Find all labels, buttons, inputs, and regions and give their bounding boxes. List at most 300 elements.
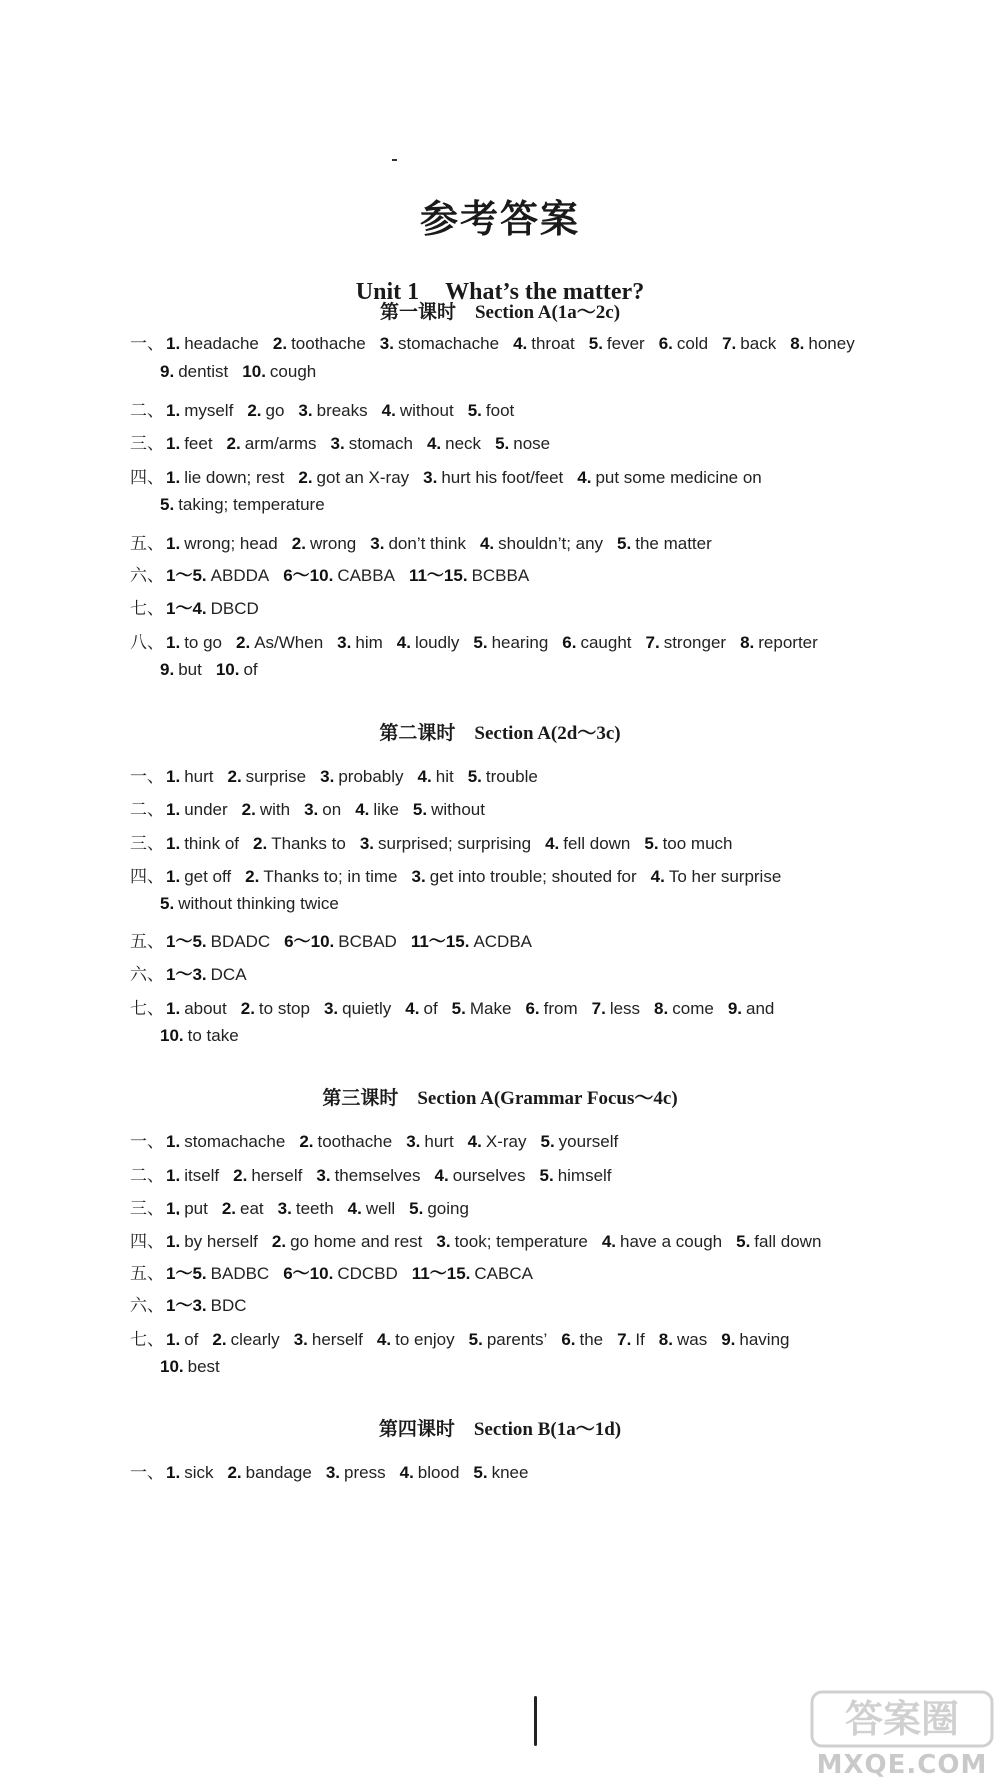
answer-line bbox=[160, 660, 272, 680]
answer-item bbox=[736, 1232, 835, 1251]
question-group-number: 六、 bbox=[130, 1296, 164, 1315]
answer-text: too much bbox=[662, 834, 733, 853]
answer-item bbox=[166, 468, 298, 487]
answer-item bbox=[400, 1463, 474, 1482]
answer-number: 2. bbox=[240, 999, 255, 1018]
answer-text: without thinking twice bbox=[178, 894, 339, 913]
answer-item bbox=[540, 1132, 632, 1151]
answer-item bbox=[212, 1330, 293, 1349]
answer-text: to go bbox=[184, 633, 222, 652]
answer-item bbox=[423, 468, 577, 487]
answer-item bbox=[617, 534, 726, 553]
question-group-number: 八、 bbox=[130, 633, 164, 652]
answer-text: the matter bbox=[635, 534, 712, 553]
answer-text: hearing bbox=[491, 633, 549, 652]
watermark-domain: MXQE.COM bbox=[816, 1750, 988, 1780]
answer-number: 4. bbox=[434, 1166, 449, 1185]
answer-number: 5. bbox=[468, 1330, 483, 1349]
answer-text: myself bbox=[184, 401, 234, 420]
question-group-number: 二、 bbox=[130, 1166, 164, 1185]
answer-number: 1. bbox=[166, 800, 181, 819]
answer-text: was bbox=[676, 1330, 708, 1349]
answer-text: To her surprise bbox=[668, 867, 782, 886]
answer-text: breaks bbox=[316, 401, 368, 420]
answer-number: 4. bbox=[396, 633, 411, 652]
answer-item bbox=[166, 633, 236, 652]
answer-line bbox=[130, 396, 528, 421]
answer-item bbox=[166, 1264, 283, 1283]
answer-item bbox=[659, 334, 722, 353]
answer-number: 8. bbox=[658, 1330, 673, 1349]
answer-text: CABCA bbox=[474, 1264, 533, 1283]
answer-number: 3. bbox=[330, 434, 345, 453]
answer-number: 4. bbox=[376, 1330, 392, 1349]
answer-number: 3. bbox=[325, 1463, 341, 1482]
answer-number: 4. bbox=[577, 468, 592, 487]
answer-item bbox=[722, 334, 790, 353]
answer-text: ourselves bbox=[452, 1166, 526, 1185]
question-group-number: 一、 bbox=[130, 767, 164, 786]
answer-number: 2. bbox=[236, 633, 251, 652]
answer-text: taking; temperature bbox=[178, 495, 325, 514]
answer-item bbox=[166, 401, 247, 420]
answer-item bbox=[540, 1166, 626, 1185]
answer-number: 1. bbox=[166, 468, 181, 487]
answer-item bbox=[337, 633, 397, 652]
answer-text: arm/arms bbox=[244, 434, 317, 453]
answer-number: 5. bbox=[412, 800, 428, 819]
answer-text: parents’ bbox=[486, 1330, 548, 1349]
unit-name: What’s the matter? bbox=[445, 279, 645, 305]
section-title: 第二课时 Section A(2d～3c) bbox=[379, 723, 621, 744]
answer-line bbox=[130, 463, 776, 488]
answer-text: by herself bbox=[184, 1232, 258, 1251]
answer-number: 3. bbox=[304, 800, 319, 819]
answer-item bbox=[348, 1199, 409, 1218]
answer-item bbox=[654, 999, 728, 1018]
answer-number: 3. bbox=[370, 534, 385, 553]
answer-line bbox=[130, 1259, 547, 1284]
answer-item bbox=[646, 633, 741, 652]
answer-item bbox=[427, 434, 495, 453]
answer-number: 5. bbox=[160, 894, 175, 913]
answer-item bbox=[382, 401, 468, 420]
answer-number: 11～15. bbox=[410, 932, 470, 951]
answer-number: 8. bbox=[790, 334, 805, 353]
answer-item bbox=[227, 434, 331, 453]
answer-text: fever bbox=[606, 334, 645, 353]
answer-item bbox=[160, 660, 216, 679]
answer-text: put bbox=[184, 1199, 208, 1218]
answer-item bbox=[602, 1232, 736, 1251]
answer-item bbox=[320, 767, 417, 786]
answer-text: press bbox=[344, 1463, 386, 1482]
answer-number: 1～3. bbox=[166, 1296, 207, 1315]
answer-number: 1. bbox=[166, 1232, 181, 1251]
answer-number: 4. bbox=[399, 1463, 414, 1482]
question-group-number: 二、 bbox=[130, 800, 164, 819]
answer-number: 4. bbox=[355, 800, 370, 819]
answer-item bbox=[166, 434, 227, 453]
answer-text: teeth bbox=[295, 1199, 334, 1218]
answer-text: cold bbox=[676, 334, 709, 353]
answer-text: hurt his foot/feet bbox=[441, 468, 564, 487]
answer-text: CABBA bbox=[337, 566, 395, 585]
answer-text: fell down bbox=[563, 834, 631, 853]
answer-number: 5. bbox=[409, 1199, 424, 1218]
answer-line bbox=[130, 829, 747, 854]
answer-number: 2. bbox=[233, 1166, 248, 1185]
answer-text: get off bbox=[184, 867, 232, 886]
site-watermark bbox=[808, 1686, 996, 1786]
answer-number: 5. bbox=[540, 1132, 555, 1151]
answer-item bbox=[562, 633, 645, 652]
answer-number: 4. bbox=[381, 401, 396, 420]
answer-item bbox=[166, 1330, 212, 1349]
answer-text: put some medicine on bbox=[595, 468, 762, 487]
answer-number: 2. bbox=[245, 867, 260, 886]
answer-number: 3. bbox=[298, 401, 313, 420]
answer-number: 4. bbox=[479, 534, 495, 553]
answer-item bbox=[435, 1166, 540, 1185]
answer-number: 1. bbox=[166, 401, 181, 420]
answer-number: 1. bbox=[166, 1132, 181, 1151]
answer-item bbox=[166, 1132, 299, 1151]
answer-text: BCBBA bbox=[471, 566, 530, 585]
answer-text: clearly bbox=[230, 1330, 280, 1349]
answer-number: 6. bbox=[561, 1330, 576, 1349]
answer-line bbox=[130, 1127, 632, 1152]
question-group-number: 四、 bbox=[130, 867, 164, 886]
answer-text: probably bbox=[338, 767, 404, 786]
answer-number: 6. bbox=[562, 633, 577, 652]
answer-number: 5. bbox=[473, 1463, 488, 1482]
answer-text: surprise bbox=[245, 767, 307, 786]
question-group-number: 三、 bbox=[130, 1199, 164, 1218]
answer-item bbox=[418, 767, 468, 786]
answer-item bbox=[242, 362, 330, 381]
answer-number: 2. bbox=[298, 468, 313, 487]
answer-number: 2. bbox=[291, 534, 306, 553]
answer-item bbox=[790, 334, 869, 353]
answer-item bbox=[452, 999, 526, 1018]
answer-item bbox=[298, 401, 381, 420]
unit-label: Unit 1 bbox=[355, 279, 420, 305]
answer-number: 9. bbox=[727, 999, 742, 1018]
answer-item bbox=[166, 800, 242, 819]
answer-item bbox=[166, 1296, 261, 1315]
answer-item bbox=[298, 468, 423, 487]
answer-text: back bbox=[740, 334, 777, 353]
answer-line bbox=[130, 1458, 542, 1483]
answer-number: 2. bbox=[241, 800, 256, 819]
answer-number: 4. bbox=[601, 1232, 617, 1251]
answer-number: 6～10. bbox=[283, 1264, 334, 1283]
answer-item bbox=[166, 1232, 272, 1251]
answer-number: 2. bbox=[221, 1199, 237, 1218]
answer-item bbox=[380, 334, 513, 353]
answer-number: 1. bbox=[166, 534, 181, 553]
answer-text: reporter bbox=[758, 633, 818, 652]
answer-line bbox=[160, 362, 330, 382]
answer-text: yourself bbox=[558, 1132, 619, 1151]
answer-number: 6. bbox=[658, 334, 673, 353]
answer-item bbox=[166, 965, 261, 984]
answer-number: 5. bbox=[467, 401, 482, 420]
answer-line bbox=[130, 1325, 804, 1350]
answer-item bbox=[651, 867, 796, 886]
answer-item bbox=[406, 1132, 467, 1151]
answer-text: think of bbox=[184, 834, 239, 853]
answer-text: without bbox=[399, 401, 454, 420]
answer-text: trouble bbox=[485, 767, 538, 786]
answer-line bbox=[130, 994, 788, 1019]
answer-text: BCBAD bbox=[338, 932, 397, 951]
answer-line bbox=[130, 1227, 835, 1252]
answer-item bbox=[473, 1463, 542, 1482]
answer-item bbox=[436, 1232, 601, 1251]
answer-item bbox=[304, 800, 355, 819]
answer-item bbox=[236, 633, 337, 652]
answer-text: sick bbox=[184, 1463, 214, 1482]
answer-number: 1. bbox=[166, 633, 181, 652]
answer-text: stomachache bbox=[184, 1132, 286, 1151]
answer-item bbox=[495, 434, 564, 453]
answer-item bbox=[253, 834, 360, 853]
answer-number: 1. bbox=[166, 999, 181, 1018]
answer-number: 5. bbox=[495, 434, 510, 453]
answer-item bbox=[294, 1330, 377, 1349]
answer-item bbox=[160, 894, 353, 913]
answer-number: 7. bbox=[591, 999, 606, 1018]
answer-line bbox=[130, 1161, 626, 1186]
answer-number: 2. bbox=[227, 767, 242, 786]
answer-item bbox=[316, 1166, 434, 1185]
answer-text: stomach bbox=[348, 434, 413, 453]
answer-number: 3. bbox=[359, 834, 375, 853]
answer-number: 3. bbox=[323, 999, 339, 1018]
print-speck bbox=[392, 159, 397, 161]
answer-line bbox=[130, 529, 726, 554]
answer-item bbox=[617, 1330, 659, 1349]
answer-item bbox=[577, 468, 776, 487]
answer-number: 4. bbox=[405, 999, 420, 1018]
answer-text: best bbox=[187, 1357, 220, 1376]
answer-number: 10. bbox=[160, 1026, 184, 1045]
watermark-text: 答案圈 bbox=[844, 1697, 960, 1741]
answer-number: 1～3. bbox=[166, 965, 207, 984]
answer-text: without bbox=[431, 800, 485, 819]
answer-text: to take bbox=[187, 1026, 239, 1045]
answer-item bbox=[480, 534, 617, 553]
answer-line bbox=[130, 429, 564, 454]
answer-number: 6. bbox=[525, 999, 540, 1018]
answer-text: neck bbox=[445, 434, 482, 453]
answer-text: nose bbox=[513, 434, 551, 453]
answer-text: on bbox=[322, 800, 342, 819]
answer-text: X-ray bbox=[485, 1132, 527, 1151]
answer-item bbox=[160, 1026, 253, 1045]
answer-number: 5. bbox=[160, 495, 175, 514]
answer-number: 3. bbox=[436, 1232, 451, 1251]
answer-item bbox=[589, 334, 659, 353]
answer-text: caught bbox=[580, 633, 632, 652]
answer-number: 5. bbox=[736, 1232, 751, 1251]
answer-text: herself bbox=[311, 1330, 363, 1349]
answer-item bbox=[284, 932, 411, 951]
answer-text: eat bbox=[240, 1199, 264, 1218]
answer-item bbox=[405, 999, 451, 1018]
answer-number: 3. bbox=[316, 1166, 331, 1185]
answer-item bbox=[411, 932, 546, 951]
answer-text: hit bbox=[435, 767, 454, 786]
answer-item bbox=[409, 1199, 483, 1218]
answer-text: from bbox=[543, 999, 578, 1018]
answer-line bbox=[130, 762, 552, 787]
answer-number: 4. bbox=[467, 1132, 482, 1151]
answer-item bbox=[592, 999, 654, 1018]
answer-item bbox=[227, 1463, 325, 1482]
answer-text: go home and rest bbox=[290, 1232, 423, 1251]
answer-text: CDCBD bbox=[337, 1264, 398, 1283]
answer-item bbox=[397, 633, 474, 652]
answer-text: herself bbox=[251, 1166, 303, 1185]
answer-number: 2. bbox=[212, 1330, 227, 1349]
answer-item bbox=[283, 1264, 412, 1283]
answer-number: 4. bbox=[650, 867, 665, 886]
answer-item bbox=[525, 999, 591, 1018]
answer-text: themselves bbox=[334, 1166, 421, 1185]
answer-item bbox=[740, 633, 832, 652]
answer-item bbox=[468, 401, 529, 420]
answer-item bbox=[166, 932, 284, 951]
answer-item bbox=[355, 800, 413, 819]
answer-text: him bbox=[355, 633, 383, 652]
answer-text: BDADC bbox=[210, 932, 271, 951]
answer-text: Make bbox=[469, 999, 512, 1018]
answer-number: 3. bbox=[293, 1330, 308, 1349]
answer-text: himself bbox=[557, 1166, 612, 1185]
page-title: 参考答案 bbox=[419, 196, 580, 241]
answer-item bbox=[409, 566, 543, 585]
answer-number: 1. bbox=[166, 334, 181, 353]
answer-item bbox=[513, 334, 589, 353]
question-group-number: 一、 bbox=[130, 334, 164, 353]
answer-item bbox=[233, 1166, 316, 1185]
answer-number: 1. bbox=[166, 767, 181, 786]
answer-text: got an X-ray bbox=[316, 468, 410, 487]
answer-item bbox=[272, 1232, 437, 1251]
answer-number: 5. bbox=[451, 999, 466, 1018]
answer-number: 3. bbox=[277, 1199, 292, 1218]
section-title: 第一课时 Section A(1a～2c) bbox=[379, 302, 621, 323]
answer-number: 8. bbox=[740, 633, 755, 652]
answer-text: go bbox=[265, 401, 285, 420]
answer-item bbox=[166, 867, 245, 886]
answer-text: ACDBA bbox=[473, 932, 533, 951]
question-group-number: 三、 bbox=[130, 834, 164, 853]
answer-item bbox=[468, 767, 552, 786]
answer-item bbox=[247, 401, 298, 420]
answer-number: 2. bbox=[271, 1232, 287, 1251]
answer-number: 5. bbox=[473, 633, 488, 652]
answer-item bbox=[227, 767, 320, 786]
answer-number: 1. bbox=[166, 1463, 181, 1482]
question-group-number: 六、 bbox=[130, 566, 164, 585]
answer-text: surprised; surprising bbox=[378, 834, 532, 853]
answer-number: 7. bbox=[617, 1330, 632, 1349]
answer-number: 5. bbox=[539, 1166, 554, 1185]
answer-text: having bbox=[739, 1330, 790, 1349]
answer-item bbox=[412, 1264, 547, 1283]
answer-line bbox=[130, 329, 869, 354]
binding-mark bbox=[534, 1696, 537, 1746]
answer-number: 10. bbox=[242, 362, 266, 381]
answer-text: fall down bbox=[754, 1232, 822, 1251]
answer-item bbox=[721, 1330, 803, 1349]
answer-text: hurt bbox=[184, 767, 214, 786]
answer-number: 1～5. bbox=[166, 1264, 207, 1283]
answer-number: 2. bbox=[227, 1463, 242, 1482]
answer-text: stronger bbox=[663, 633, 727, 652]
answer-text: of bbox=[184, 1330, 199, 1349]
answer-item bbox=[166, 1199, 222, 1218]
answer-item bbox=[412, 867, 651, 886]
answer-number: 5. bbox=[644, 834, 659, 853]
answer-text: come bbox=[672, 999, 714, 1018]
answer-item bbox=[644, 834, 746, 853]
answer-number: 2. bbox=[226, 434, 241, 453]
answer-number: 5. bbox=[617, 534, 632, 553]
answer-text: going bbox=[427, 1199, 469, 1218]
answer-text: DBCD bbox=[210, 599, 259, 618]
answer-text: to stop bbox=[258, 999, 310, 1018]
answer-text: well bbox=[365, 1199, 396, 1218]
answer-number: 11～15. bbox=[411, 1264, 471, 1283]
answer-line bbox=[130, 561, 543, 586]
answer-text: If bbox=[635, 1330, 645, 1349]
answer-text: honey bbox=[808, 334, 855, 353]
answer-text: foot bbox=[485, 401, 515, 420]
answer-item bbox=[299, 1132, 406, 1151]
answer-text: knee bbox=[491, 1463, 529, 1482]
answer-item bbox=[728, 999, 789, 1018]
answer-number: 3. bbox=[379, 334, 394, 353]
answer-line bbox=[130, 795, 499, 820]
answer-item bbox=[659, 1330, 721, 1349]
section-title: 第三课时 Section A(Grammar Focus～4c) bbox=[322, 1088, 678, 1109]
answer-text: with bbox=[259, 800, 291, 819]
answer-text: BDC bbox=[210, 1296, 247, 1315]
answer-line bbox=[130, 960, 261, 985]
answer-number: 11～15. bbox=[408, 566, 468, 585]
answer-text: don’t think bbox=[388, 534, 466, 553]
answer-item bbox=[473, 633, 562, 652]
answer-item bbox=[377, 1330, 469, 1349]
answer-number: 3. bbox=[337, 633, 352, 652]
answer-text: toothache bbox=[317, 1132, 393, 1151]
answer-number: 1. bbox=[166, 867, 181, 886]
answer-text: lie down; rest bbox=[184, 468, 285, 487]
answer-number: 1. bbox=[166, 1166, 181, 1185]
answer-item bbox=[468, 1132, 541, 1151]
question-group-number: 三、 bbox=[130, 434, 164, 453]
answer-number: 1～5. bbox=[166, 932, 207, 951]
answer-number: 1. bbox=[166, 434, 181, 453]
answer-number: 5. bbox=[467, 767, 482, 786]
answer-number: 9. bbox=[721, 1330, 736, 1349]
answer-number: 3. bbox=[411, 867, 426, 886]
